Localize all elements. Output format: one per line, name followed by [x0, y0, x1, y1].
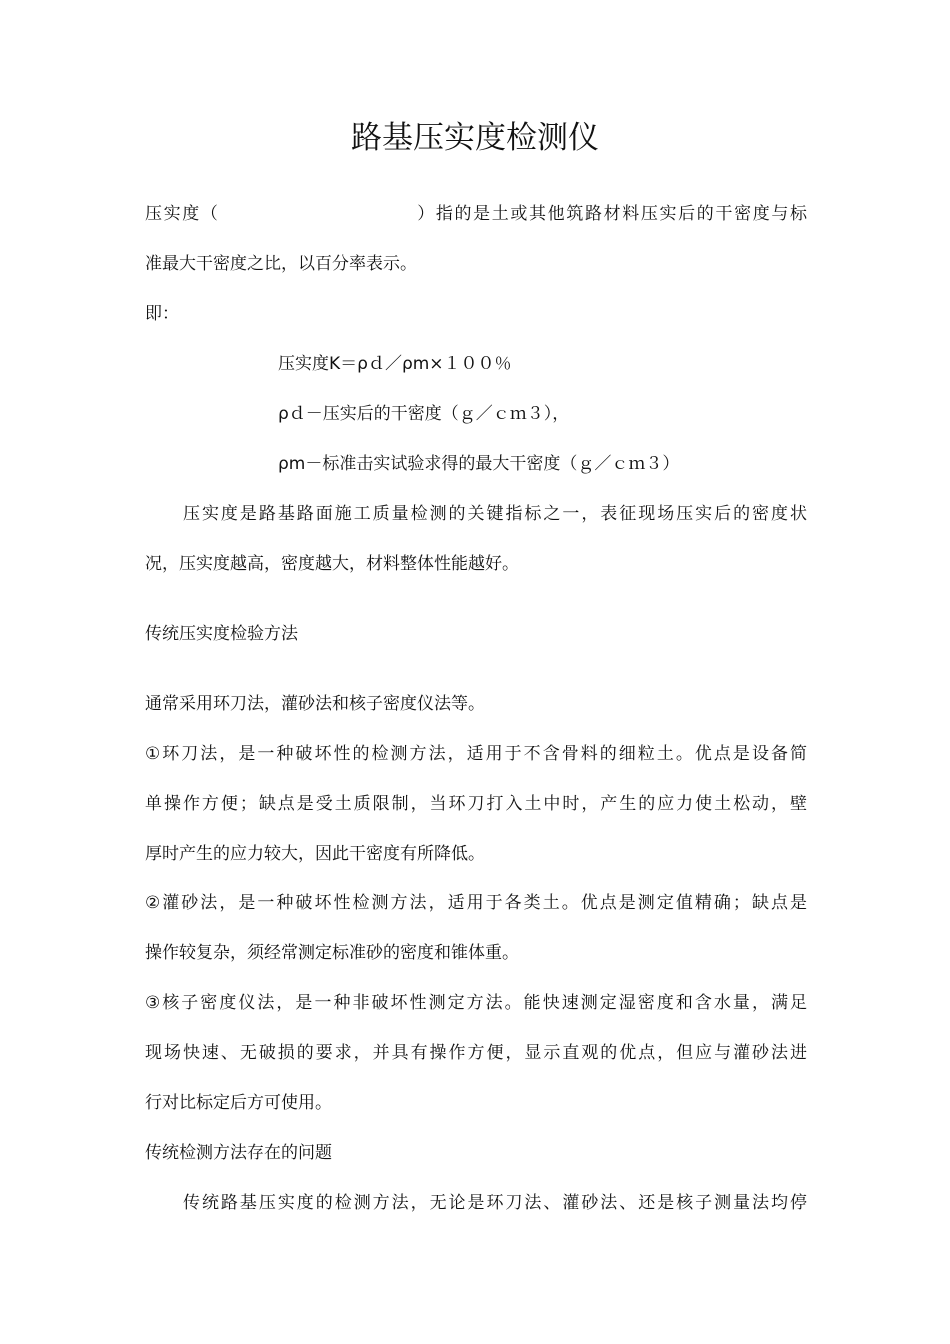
definition-suffix: ）指的是土或其他筑路材料压实后的干密度与标: [415, 204, 808, 224]
document-title: 路基压实度检测仪: [351, 120, 599, 156]
paragraph-problems-line-1: 传统路基压实度的检测方法，无论是环刀法、灌砂法、还是核子测量法均停: [183, 1193, 807, 1213]
method-ring-knife-line-3: 厚时产生的应力较大，因此干密度有所降低。: [145, 844, 485, 864]
heading-problems: 传统检测方法存在的问题: [145, 1143, 332, 1163]
method-sand-cone-line-2: 操作较复杂，须经常测定标准砂的密度和锥体重。: [145, 943, 519, 963]
method-ring-knife-line-2: 单操作方便；缺点是受土质限制，当环刀打入土中时，产生的应力使土松动，壁: [145, 794, 807, 814]
formula-max-dry-density: ρm－标准击实试验求得的最大干密度（ｇ／ｃｍ３）: [278, 454, 680, 474]
formula-dry-density: ρｄ－压实后的干密度（ｇ／ｃｍ３），: [278, 404, 570, 424]
method-sand-cone-line-1: ②灌砂法，是一种破坏性检测方法，适用于各类土。优点是测定值精确；缺点是: [145, 893, 807, 913]
method-nuclear-line-3: 行对比标定后方可使用。: [145, 1093, 332, 1113]
paragraph-importance-line-2: 况，压实度越高，密度越大，材料整体性能越好。: [145, 554, 519, 574]
method-nuclear-line-2: 现场快速、无破损的要求，并具有操作方便，显示直观的优点，但应与灌砂法进: [145, 1043, 807, 1063]
paragraph-importance-line-1: 压实度是路基路面施工质量检测的关键指标之一，表征现场压实后的密度状: [183, 504, 807, 524]
paragraph-definition-line-1: [145, 202, 807, 226]
method-ring-knife-line-1: ①环刀法，是一种破坏性的检测方法，适用于不含骨料的细粒土。优点是设备简: [145, 744, 807, 764]
heading-traditional-methods: 传统压实度检验方法: [145, 624, 298, 644]
method-nuclear-line-1: ③核子密度仪法，是一种非破坏性测定方法。能快速测定湿密度和含水量，满足: [145, 993, 807, 1013]
formula-compaction: 压实度K＝ρｄ／ρm×１００％: [278, 354, 512, 374]
paragraph-methods-intro: 通常采用环刀法，灌砂法和核子密度仪法等。: [145, 694, 485, 714]
paragraph-definition-line-2: 准最大干密度之比，以百分率表示。: [145, 254, 417, 274]
label-ji: 即：: [145, 304, 179, 324]
definition-prefix: 压实度（: [145, 204, 220, 224]
